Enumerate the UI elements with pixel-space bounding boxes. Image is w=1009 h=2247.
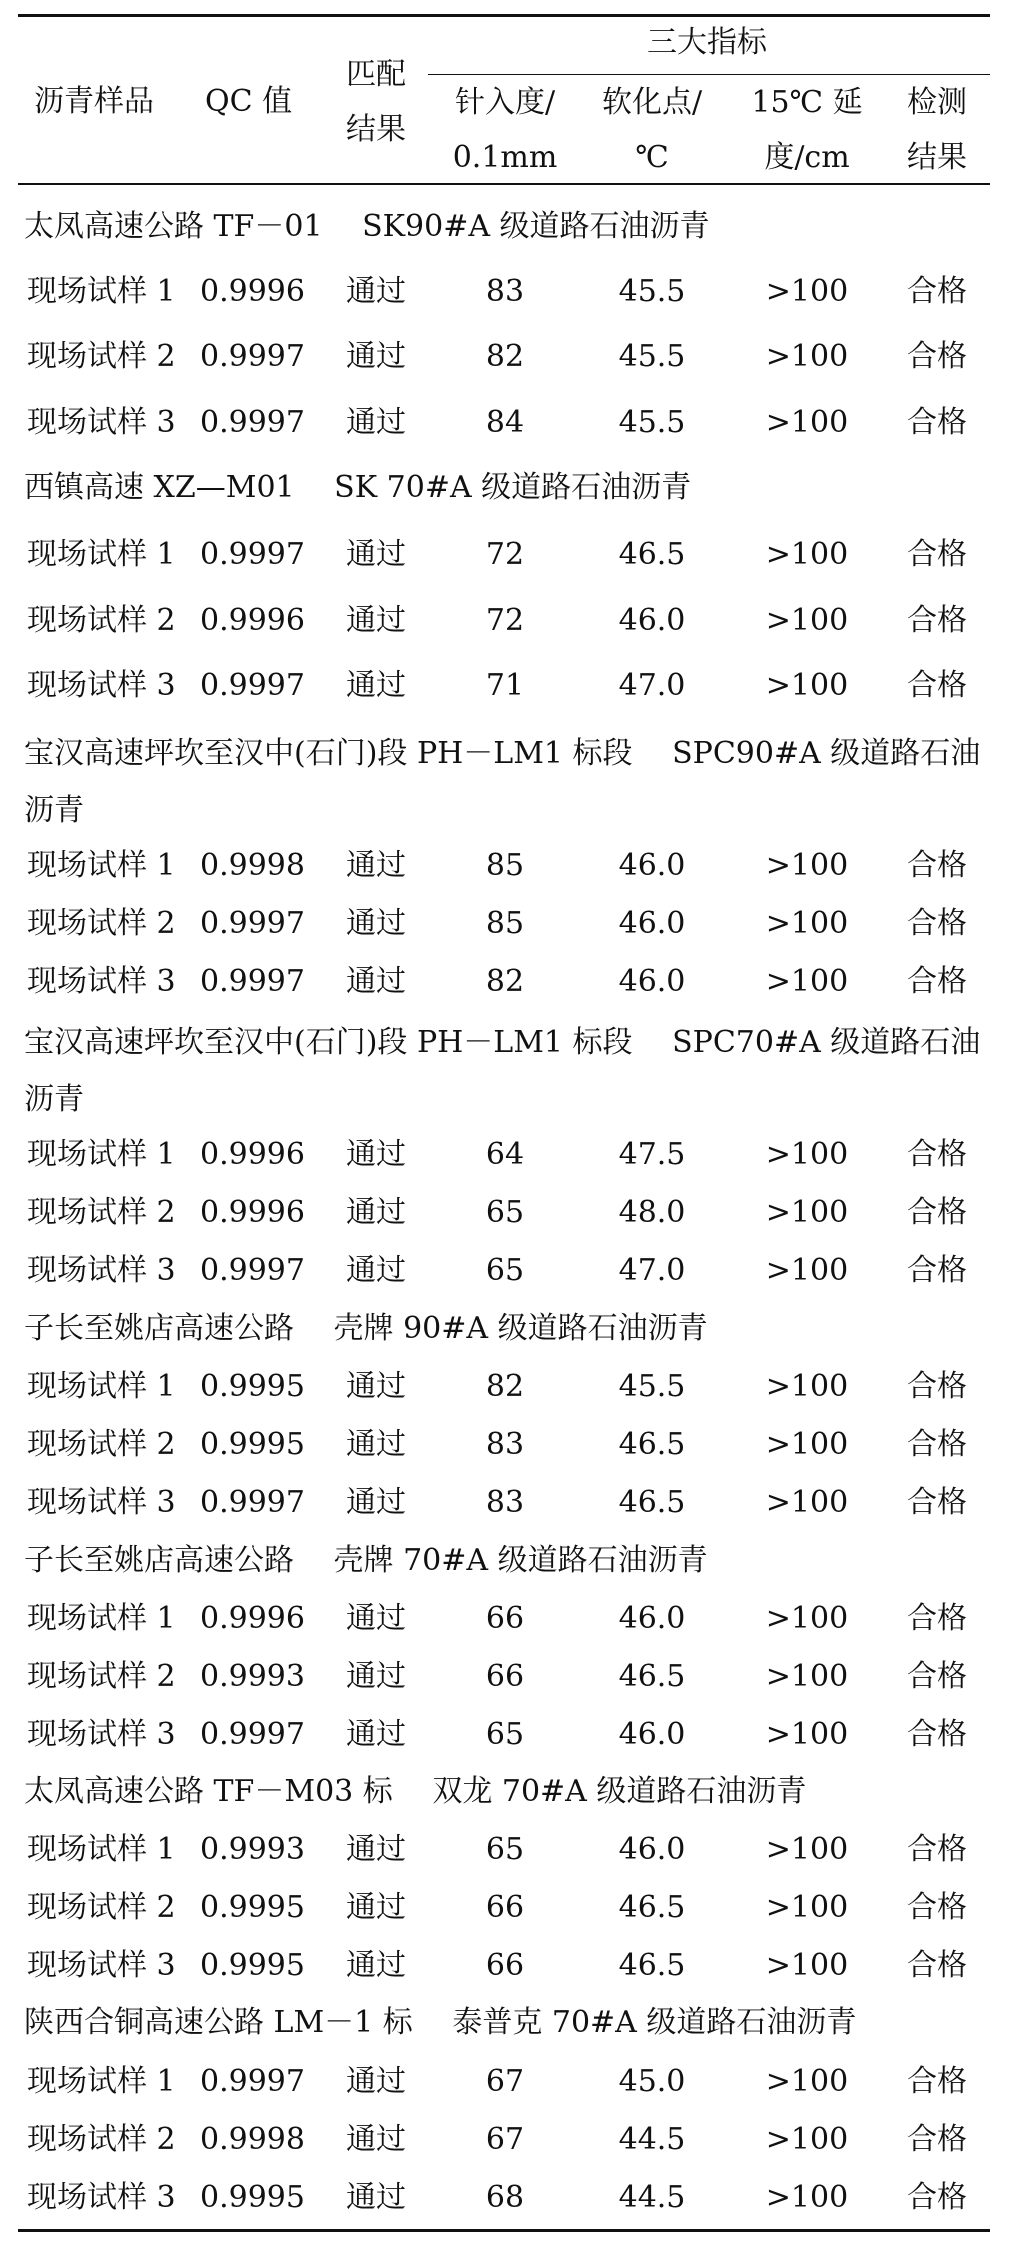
test-result: 合格 bbox=[907, 906, 967, 941]
match-result: 通过 bbox=[346, 964, 406, 999]
qc-value: 0.9997 bbox=[200, 405, 305, 440]
sample-group-title-text: 宝汉高速坪坎至汉中(石门)段 PH－LM1 标段 SPC90#A 级道路石油沥青 bbox=[24, 736, 981, 828]
penetration-value: 72 bbox=[485, 537, 525, 572]
softening-value: 47.0 bbox=[618, 668, 686, 703]
penetration-value: 83 bbox=[485, 274, 525, 309]
header-ductility-line2: 度/cm bbox=[764, 140, 850, 175]
match-result: 通过 bbox=[346, 603, 406, 638]
softening-value: 46.5 bbox=[618, 1659, 686, 1694]
qc-value: 0.9997 bbox=[200, 339, 305, 374]
sample-name: 现场试样 2 bbox=[27, 603, 176, 638]
test-result: 合格 bbox=[907, 1137, 967, 1172]
ductility-value: >100 bbox=[765, 668, 849, 703]
header-ductility-line1: 15℃ 延 bbox=[751, 85, 863, 120]
sample-group-title: 陕西合铜高速公路 LM－1 标 泰普克 70#A 级道路石油沥青 bbox=[24, 2005, 857, 2040]
ductility-value: >100 bbox=[765, 1890, 849, 1925]
header-result-line1: 检测 bbox=[907, 85, 967, 120]
softening-value: 46.0 bbox=[618, 1717, 686, 1752]
penetration-value: 65 bbox=[485, 1832, 525, 1867]
match-result: 通过 bbox=[346, 274, 406, 309]
softening-value: 45.5 bbox=[618, 405, 686, 440]
softening-value: 46.0 bbox=[618, 848, 686, 883]
penetration-value: 68 bbox=[485, 2180, 525, 2215]
test-result: 合格 bbox=[907, 964, 967, 999]
bottom-rule bbox=[18, 2229, 990, 2232]
penetration-value: 66 bbox=[485, 1601, 525, 1636]
test-result: 合格 bbox=[907, 274, 967, 309]
match-result: 通过 bbox=[346, 668, 406, 703]
penetration-value: 67 bbox=[485, 2122, 525, 2157]
penetration-value: 72 bbox=[485, 603, 525, 638]
ductility-value: >100 bbox=[765, 1427, 849, 1462]
sample-name: 现场试样 3 bbox=[27, 964, 176, 999]
penetration-value: 82 bbox=[485, 1369, 525, 1404]
header-penetration-line2: 0.1mm bbox=[452, 140, 558, 175]
sample-name: 现场试样 1 bbox=[27, 848, 176, 883]
ductility-value: >100 bbox=[765, 405, 849, 440]
penetration-value: 64 bbox=[485, 1137, 525, 1172]
qc-value: 0.9995 bbox=[200, 1948, 305, 1983]
test-result: 合格 bbox=[907, 1195, 967, 1230]
sample-group-title bbox=[24, 1014, 989, 1128]
match-result: 通过 bbox=[346, 1717, 406, 1752]
sample-name: 现场试样 3 bbox=[27, 1253, 176, 1288]
sample-name: 现场试样 3 bbox=[27, 668, 176, 703]
penetration-value: 66 bbox=[485, 1948, 525, 1983]
match-result: 通过 bbox=[346, 405, 406, 440]
ductility-value: >100 bbox=[765, 1137, 849, 1172]
penetration-value: 82 bbox=[485, 964, 525, 999]
qc-value: 0.9996 bbox=[200, 1195, 305, 1230]
softening-value: 47.0 bbox=[618, 1253, 686, 1288]
test-result: 合格 bbox=[907, 2180, 967, 2215]
top-rule bbox=[18, 14, 990, 17]
sample-name: 现场试样 2 bbox=[27, 1890, 176, 1925]
match-result: 通过 bbox=[346, 1485, 406, 1520]
qc-value: 0.9997 bbox=[200, 1717, 305, 1752]
match-result: 通过 bbox=[346, 1832, 406, 1867]
sample-name: 现场试样 2 bbox=[27, 2122, 176, 2157]
match-result: 通过 bbox=[346, 1601, 406, 1636]
penetration-value: 85 bbox=[485, 848, 525, 883]
header-sample: 沥青样品 bbox=[34, 84, 154, 119]
qc-value: 0.9995 bbox=[200, 1427, 305, 1462]
qc-value: 0.9998 bbox=[200, 848, 305, 883]
sample-name: 现场试样 1 bbox=[27, 1832, 176, 1867]
softening-value: 46.5 bbox=[618, 1427, 686, 1462]
sample-name: 现场试样 1 bbox=[27, 537, 176, 572]
sample-name: 现场试样 2 bbox=[27, 1195, 176, 1230]
penetration-value: 82 bbox=[485, 339, 525, 374]
sample-name: 现场试样 2 bbox=[27, 1659, 176, 1694]
test-result: 合格 bbox=[907, 1948, 967, 1983]
sample-name: 现场试样 1 bbox=[27, 2064, 176, 2099]
penetration-value: 66 bbox=[485, 1890, 525, 1925]
ductility-value: >100 bbox=[765, 339, 849, 374]
qc-value: 0.9997 bbox=[200, 2064, 305, 2099]
qc-value: 0.9995 bbox=[200, 2180, 305, 2215]
qc-value: 0.9993 bbox=[200, 1659, 305, 1694]
penetration-value: 71 bbox=[485, 668, 525, 703]
softening-value: 45.5 bbox=[618, 1369, 686, 1404]
ductility-value: >100 bbox=[765, 1832, 849, 1867]
test-result: 合格 bbox=[907, 1832, 967, 1867]
sample-name: 现场试样 3 bbox=[27, 1717, 176, 1752]
ductility-value: >100 bbox=[765, 2064, 849, 2099]
qc-value: 0.9995 bbox=[200, 1369, 305, 1404]
softening-value: 47.5 bbox=[618, 1137, 686, 1172]
qc-value: 0.9997 bbox=[200, 1485, 305, 1520]
softening-value: 46.5 bbox=[618, 1890, 686, 1925]
match-result: 通过 bbox=[346, 1195, 406, 1230]
softening-value: 46.0 bbox=[618, 964, 686, 999]
ductility-value: >100 bbox=[765, 1601, 849, 1636]
match-result: 通过 bbox=[346, 906, 406, 941]
softening-value: 46.5 bbox=[618, 537, 686, 572]
test-result: 合格 bbox=[907, 405, 967, 440]
penetration-value: 67 bbox=[485, 2064, 525, 2099]
qc-value: 0.9997 bbox=[200, 537, 305, 572]
softening-value: 45.0 bbox=[618, 2064, 686, 2099]
ductility-value: >100 bbox=[765, 2180, 849, 2215]
sample-name: 现场试样 3 bbox=[27, 1485, 176, 1520]
sample-name: 现场试样 2 bbox=[27, 339, 176, 374]
test-result: 合格 bbox=[907, 1485, 967, 1520]
sample-group-title bbox=[24, 725, 989, 839]
softening-value: 44.5 bbox=[618, 2122, 686, 2157]
qc-value: 0.9997 bbox=[200, 668, 305, 703]
test-result: 合格 bbox=[907, 1890, 967, 1925]
qc-value: 0.9993 bbox=[200, 1832, 305, 1867]
ductility-value: >100 bbox=[765, 1485, 849, 1520]
ductility-value: >100 bbox=[765, 2122, 849, 2157]
sample-group-title: 西镇高速 XZ—M01 SK 70#A 级道路石油沥青 bbox=[24, 470, 692, 505]
ductility-value: >100 bbox=[765, 848, 849, 883]
qc-value: 0.9996 bbox=[200, 1601, 305, 1636]
ductility-value: >100 bbox=[765, 603, 849, 638]
softening-value: 46.0 bbox=[618, 1832, 686, 1867]
sample-group-title-text: 宝汉高速坪坎至汉中(石门)段 PH－LM1 标段 SPC70#A 级道路石油沥青 bbox=[24, 1025, 981, 1117]
qc-value: 0.9997 bbox=[200, 964, 305, 999]
test-result: 合格 bbox=[907, 848, 967, 883]
softening-value: 46.5 bbox=[618, 1948, 686, 1983]
sample-name: 现场试样 3 bbox=[27, 2180, 176, 2215]
test-result: 合格 bbox=[907, 339, 967, 374]
ductility-value: >100 bbox=[765, 1369, 849, 1404]
test-result: 合格 bbox=[907, 1427, 967, 1462]
ductility-value: >100 bbox=[765, 537, 849, 572]
test-result: 合格 bbox=[907, 603, 967, 638]
group-underline bbox=[428, 74, 990, 75]
softening-value: 45.5 bbox=[618, 339, 686, 374]
match-result: 通过 bbox=[346, 2064, 406, 2099]
qc-value: 0.9996 bbox=[200, 274, 305, 309]
penetration-value: 83 bbox=[485, 1485, 525, 1520]
match-result: 通过 bbox=[346, 1659, 406, 1694]
header-match-line1: 匹配 bbox=[346, 57, 406, 92]
header-group-title: 三大指标 bbox=[647, 25, 767, 60]
sample-name: 现场试样 2 bbox=[27, 906, 176, 941]
softening-value: 46.0 bbox=[618, 603, 686, 638]
ductility-value: >100 bbox=[765, 1717, 849, 1752]
ductility-value: >100 bbox=[765, 1253, 849, 1288]
header-bottom-rule bbox=[18, 183, 990, 185]
qc-value: 0.9996 bbox=[200, 603, 305, 638]
sample-group-title: 子长至姚店高速公路 壳牌 90#A 级道路石油沥青 bbox=[24, 1311, 708, 1346]
ductility-value: >100 bbox=[765, 1195, 849, 1230]
header-qc: QC 值 bbox=[205, 84, 293, 119]
sample-group-title: 太凤高速公路 TF－M03 标 双龙 70#A 级道路石油沥青 bbox=[24, 1774, 807, 1809]
sample-name: 现场试样 3 bbox=[27, 1948, 176, 1983]
softening-value: 48.0 bbox=[618, 1195, 686, 1230]
test-result: 合格 bbox=[907, 2064, 967, 2099]
test-result: 合格 bbox=[907, 668, 967, 703]
ductility-value: >100 bbox=[765, 1948, 849, 1983]
qc-value: 0.9997 bbox=[200, 906, 305, 941]
test-result: 合格 bbox=[907, 1253, 967, 1288]
softening-value: 46.0 bbox=[618, 1601, 686, 1636]
qc-value: 0.9997 bbox=[200, 1253, 305, 1288]
sample-group-title: 太凤高速公路 TF－01 SK90#A 级道路石油沥青 bbox=[24, 209, 710, 244]
softening-value: 46.5 bbox=[618, 1485, 686, 1520]
ductility-value: >100 bbox=[765, 964, 849, 999]
ductility-value: >100 bbox=[765, 274, 849, 309]
match-result: 通过 bbox=[346, 1427, 406, 1462]
qc-value: 0.9995 bbox=[200, 1890, 305, 1925]
test-result: 合格 bbox=[907, 1601, 967, 1636]
match-result: 通过 bbox=[346, 537, 406, 572]
softening-value: 45.5 bbox=[618, 274, 686, 309]
test-result: 合格 bbox=[907, 2122, 967, 2157]
match-result: 通过 bbox=[346, 848, 406, 883]
softening-value: 44.5 bbox=[618, 2180, 686, 2215]
header-softening-line2: ℃ bbox=[635, 140, 669, 175]
sample-name: 现场试样 2 bbox=[27, 1427, 176, 1462]
softening-value: 46.0 bbox=[618, 906, 686, 941]
penetration-value: 65 bbox=[485, 1253, 525, 1288]
sample-name: 现场试样 3 bbox=[27, 405, 176, 440]
sample-name: 现场试样 1 bbox=[27, 1137, 176, 1172]
match-result: 通过 bbox=[346, 1253, 406, 1288]
sample-name: 现场试样 1 bbox=[27, 1369, 176, 1404]
test-result: 合格 bbox=[907, 537, 967, 572]
penetration-value: 83 bbox=[485, 1427, 525, 1462]
penetration-value: 66 bbox=[485, 1659, 525, 1694]
penetration-value: 65 bbox=[485, 1717, 525, 1752]
match-result: 通过 bbox=[346, 1369, 406, 1404]
test-result: 合格 bbox=[907, 1659, 967, 1694]
penetration-value: 65 bbox=[485, 1195, 525, 1230]
sample-name: 现场试样 1 bbox=[27, 274, 176, 309]
sample-group-title: 子长至姚店高速公路 壳牌 70#A 级道路石油沥青 bbox=[24, 1543, 708, 1578]
match-result: 通过 bbox=[346, 2180, 406, 2215]
ductility-value: >100 bbox=[765, 1659, 849, 1694]
match-result: 通过 bbox=[346, 2122, 406, 2157]
ductility-value: >100 bbox=[765, 906, 849, 941]
match-result: 通过 bbox=[346, 1890, 406, 1925]
test-result: 合格 bbox=[907, 1369, 967, 1404]
qc-value: 0.9996 bbox=[200, 1137, 305, 1172]
header-softening-line1: 软化点/ bbox=[601, 85, 703, 120]
header-penetration-line1: 针入度/ bbox=[454, 85, 556, 120]
match-result: 通过 bbox=[346, 1137, 406, 1172]
penetration-value: 84 bbox=[485, 405, 525, 440]
header-result-line2: 结果 bbox=[907, 140, 967, 175]
test-result: 合格 bbox=[907, 1717, 967, 1752]
match-result: 通过 bbox=[346, 1948, 406, 1983]
qc-value: 0.9998 bbox=[200, 2122, 305, 2157]
header-match-line2: 结果 bbox=[346, 112, 406, 147]
match-result: 通过 bbox=[346, 339, 406, 374]
penetration-value: 85 bbox=[485, 906, 525, 941]
sample-name: 现场试样 1 bbox=[27, 1601, 176, 1636]
